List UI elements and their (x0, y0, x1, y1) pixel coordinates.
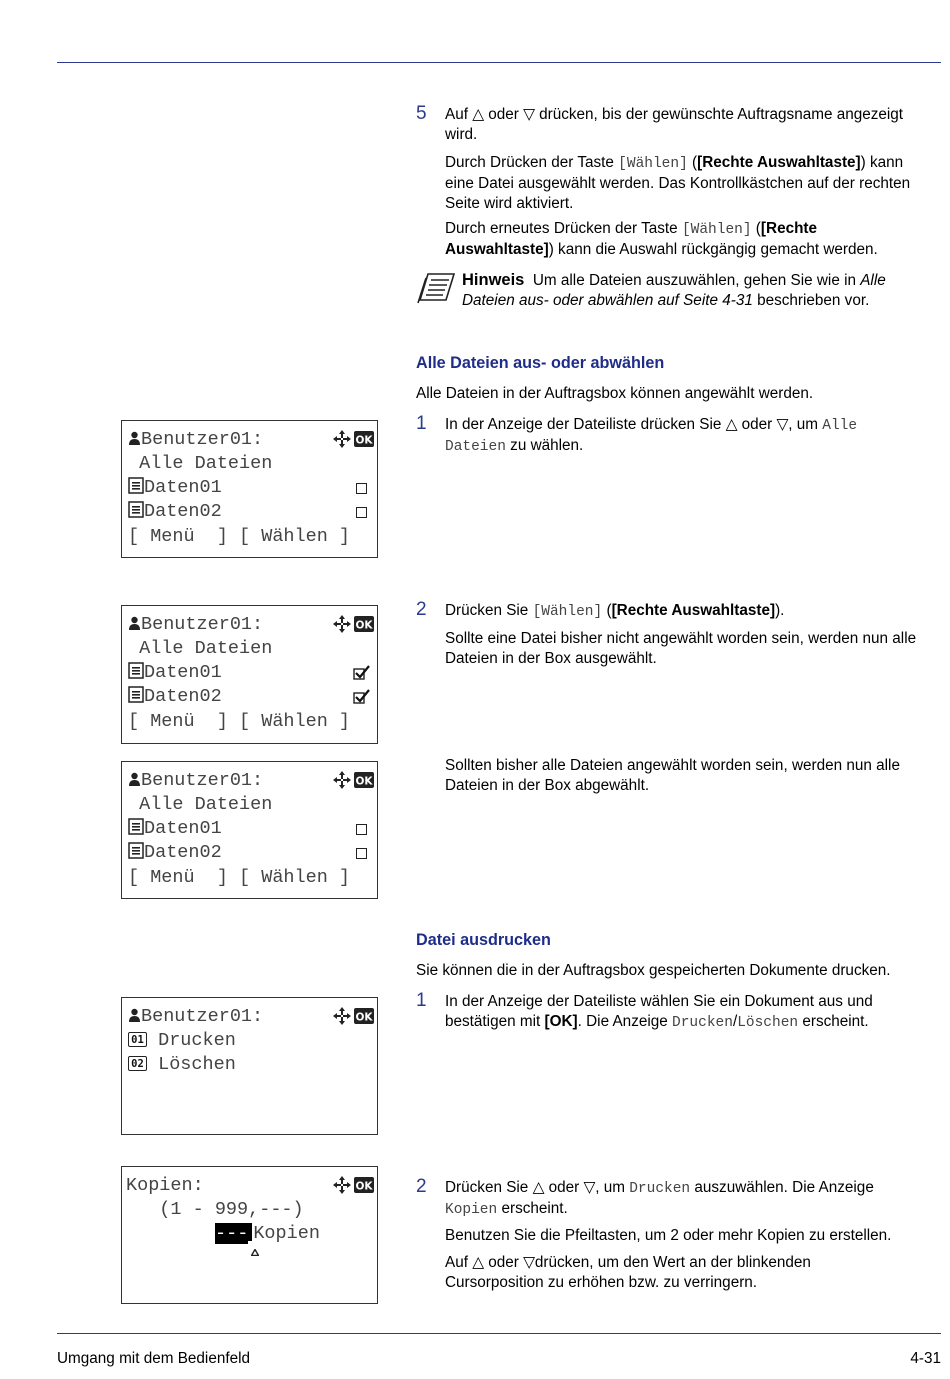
lcd-panel-all-selected (121, 605, 378, 744)
panel-softkeys: [ Menü ] [ Wählen ] (128, 526, 351, 547)
panel-title (128, 769, 263, 793)
bold-span: [Rechte Auswahltaste] (611, 602, 776, 619)
ok-key-label: OK (355, 1180, 373, 1193)
code-span: Drucken (672, 1015, 733, 1031)
code-span: Alle (822, 418, 858, 434)
text-line (462, 291, 942, 311)
text-span: ( (687, 154, 698, 171)
cursor-bar (248, 1223, 252, 1241)
document-icon (128, 818, 144, 835)
code-span: [Wählen] (532, 604, 603, 620)
file-name: Daten01 (144, 477, 222, 498)
cursor-position-marker-icon (251, 1249, 259, 1256)
text-line: Sollte eine Datei bisher nicht angewählt worden sein, werden nun alle (445, 630, 917, 647)
code-span: [Wählen] (618, 156, 688, 172)
note-text (462, 270, 942, 311)
navigation-ok-icon (333, 429, 375, 449)
blinking-cursor-value: --- (215, 1223, 249, 1244)
ok-key-label: OK (355, 619, 373, 632)
panel-line-all-files: Alle Dateien (128, 638, 273, 659)
panel-title (128, 1005, 263, 1029)
text-span: Durch Drücken der Taste (445, 154, 619, 171)
ok-key-label: OK (355, 434, 373, 447)
header-rule (57, 62, 941, 63)
file-name: Daten02 (144, 686, 222, 707)
italic-span: Alle (860, 272, 886, 289)
text-line (445, 1199, 945, 1220)
menu-item-label: Löschen (147, 1054, 236, 1075)
note-label: Hinweis (462, 271, 525, 289)
step-number: 2 (416, 1176, 427, 1197)
step-number: 2 (416, 599, 427, 620)
text-line: Auf △ oder ▽drücken, um den Wert an der blinkenden (445, 1254, 811, 1271)
text-span: bestätigen mit (445, 1013, 545, 1030)
number-badge: 02 (128, 1056, 147, 1071)
panel-title (128, 428, 263, 452)
step-number: 5 (416, 103, 427, 124)
step-2-text (445, 601, 945, 622)
step-2-paragraph-c (445, 1253, 945, 1293)
panel-title-text: Benutzer01: (141, 770, 264, 791)
text-span: ( (602, 602, 612, 619)
text-span: Drücken Sie △ oder ▽, um (445, 1179, 630, 1196)
text-line (445, 153, 945, 174)
panel-softkeys: [ Menü ] [ Wählen ] (128, 711, 351, 732)
text-line: Sollten bisher alle Dateien angewählt worden sein, werden nun alle (445, 757, 900, 774)
text-span: ( (751, 220, 761, 237)
panel-line-all-files: Alle Dateien (128, 453, 273, 474)
text-line: Seite wird aktiviert. (445, 195, 574, 212)
text-span: ) kann die Auswahl rückgängig gemacht werden. (548, 241, 878, 258)
footer-rule (57, 1333, 941, 1334)
text-span: . Die Anzeige (577, 1013, 673, 1030)
code-span: Dateien (445, 439, 506, 455)
text-span: / (732, 1013, 738, 1030)
panel-title-text: Kopien: (126, 1175, 204, 1196)
text-line (445, 1012, 945, 1033)
checkbox-checked-icon (353, 689, 371, 705)
page-number: 4-31 (910, 1350, 941, 1367)
text-line (445, 240, 945, 260)
step-5-text (445, 105, 945, 145)
step-2-text (445, 1178, 945, 1220)
section-intro: Sie können die in der Auftragsbox gespeicherten Dokumente drucken. (416, 962, 891, 979)
code-span: Löschen (737, 1015, 799, 1031)
section-heading: Datei ausdrucken (416, 931, 551, 949)
text-line (445, 1178, 945, 1199)
text-span: In der Anzeige der Dateiliste drücken Sie △ oder ▽, um (445, 416, 823, 433)
text-line (445, 436, 945, 457)
panel-line-file-1 (128, 661, 222, 685)
step-5-paragraph-c (445, 219, 945, 260)
text-span: erscheint. (798, 1013, 869, 1030)
code-span: Kopien (445, 1202, 498, 1218)
note-icon (416, 268, 458, 306)
text-line: In der Anzeige der Dateiliste wählen Sie ein Dokument aus und (445, 993, 873, 1010)
navigation-ok-icon (333, 1175, 375, 1195)
document-icon (128, 477, 144, 494)
text-line: Auf △ oder ▽ drücken, bis der gewünschte Auftragsname angezeigt (445, 106, 904, 123)
panel-title (128, 613, 263, 637)
text-span: Drücken Sie (445, 602, 533, 619)
code-span: [Wählen] (681, 222, 752, 238)
step-1-text (445, 992, 945, 1033)
document-icon (128, 662, 144, 679)
section-intro: Alle Dateien in der Auftragsbox können angewählt werden. (416, 385, 814, 402)
checkbox-empty (356, 507, 367, 518)
navigation-ok-icon (333, 1006, 375, 1026)
ok-key-label: OK (355, 1011, 373, 1024)
ok-key-label: OK (355, 775, 373, 788)
copies-label: Kopien (253, 1223, 320, 1244)
text-line (445, 601, 945, 622)
file-name: Daten02 (144, 842, 222, 863)
text-span: auszuwählen. Die Anzeige (690, 1179, 874, 1196)
text-span: erscheint. (497, 1200, 568, 1217)
step-2-paragraph-c (445, 756, 945, 796)
lcd-panel-copies (121, 1166, 378, 1304)
file-name: Daten02 (144, 501, 222, 522)
text-line (445, 219, 945, 240)
panel-line-file-1 (128, 817, 222, 841)
bold-span: [Rechte Auswahltaste] (697, 154, 861, 171)
text-span: ) kann (860, 154, 904, 171)
text-line: eine Datei ausgewählt werden. Das Kontrollkästchen auf der rechten (445, 175, 911, 192)
text-line: Dateien in der Box abgewählt. (445, 777, 650, 794)
code-span: Drucken (629, 1181, 691, 1197)
text-span: zu wählen. (505, 437, 584, 454)
panel-title-text: Benutzer01: (141, 1006, 264, 1027)
panel-menu-item-print (128, 1029, 236, 1053)
navigation-ok-icon (333, 614, 375, 634)
step-number: 1 (416, 413, 427, 434)
user-icon (128, 1008, 141, 1022)
bold-span: [OK] (544, 1013, 578, 1030)
step-number: 1 (416, 990, 427, 1011)
user-icon (128, 616, 141, 630)
lcd-panel-print-delete (121, 997, 378, 1135)
panel-line-all-files: Alle Dateien (128, 794, 273, 815)
panel-copies-input (215, 1222, 320, 1246)
checkbox-checked-icon (353, 665, 371, 681)
file-name: Daten01 (144, 662, 222, 683)
text-span: Um alle Dateien auszuwählen, gehen Sie wie in (532, 272, 861, 289)
document-icon (128, 501, 144, 518)
step-2-paragraph-b: Benutzen Sie die Pfeiltasten, um 2 oder mehr Kopien zu erstellen. (445, 1227, 892, 1244)
bold-span: Auswahltaste] (445, 241, 549, 258)
text-span: ). (775, 602, 785, 619)
checkbox-empty (356, 824, 367, 835)
text-span: Durch erneutes Drücken der Taste (445, 220, 682, 237)
navigation-ok-icon (333, 770, 375, 790)
text-span: beschrieben vor. (752, 292, 870, 309)
panel-line-file-1 (128, 476, 222, 500)
user-icon (128, 772, 141, 786)
number-badge: 01 (128, 1032, 147, 1047)
lcd-panel-all-deselected (121, 761, 378, 899)
checkbox-empty (356, 848, 367, 859)
italic-span: Dateien aus- oder abwählen auf Seite 4-31 (462, 292, 753, 309)
lcd-panel-file-list (121, 420, 378, 558)
bold-span: [Rechte (760, 220, 818, 237)
footer-section-title: Umgang mit dem Bedienfeld (57, 1350, 251, 1367)
panel-menu-item-delete (128, 1053, 236, 1077)
panel-line-file-2 (128, 500, 222, 524)
document-icon (128, 686, 144, 703)
text-line (445, 415, 945, 436)
text-line: Cursorposition zu erhöhen bzw. zu verringern. (445, 1274, 758, 1291)
panel-line-file-2 (128, 841, 222, 865)
text-line: Dateien in der Box ausgewählt. (445, 650, 657, 667)
section-heading: Alle Dateien aus- oder abwählen (416, 354, 665, 372)
user-icon (128, 431, 141, 445)
step-5-paragraph-b (445, 153, 945, 214)
file-name: Daten01 (144, 818, 222, 839)
checkbox-empty (356, 483, 367, 494)
text-line (462, 270, 942, 291)
panel-softkeys: [ Menü ] [ Wählen ] (128, 867, 351, 888)
panel-range-text: (1 - 999,---) (126, 1199, 304, 1220)
text-line: wird. (445, 126, 478, 143)
step-1-text (445, 415, 945, 457)
document-icon (128, 842, 144, 859)
panel-line-file-2 (128, 685, 222, 709)
panel-title-text: Benutzer01: (141, 614, 264, 635)
menu-item-label: Drucken (147, 1030, 236, 1051)
panel-title-text: Benutzer01: (141, 429, 264, 450)
step-2-paragraph-b (445, 629, 945, 669)
